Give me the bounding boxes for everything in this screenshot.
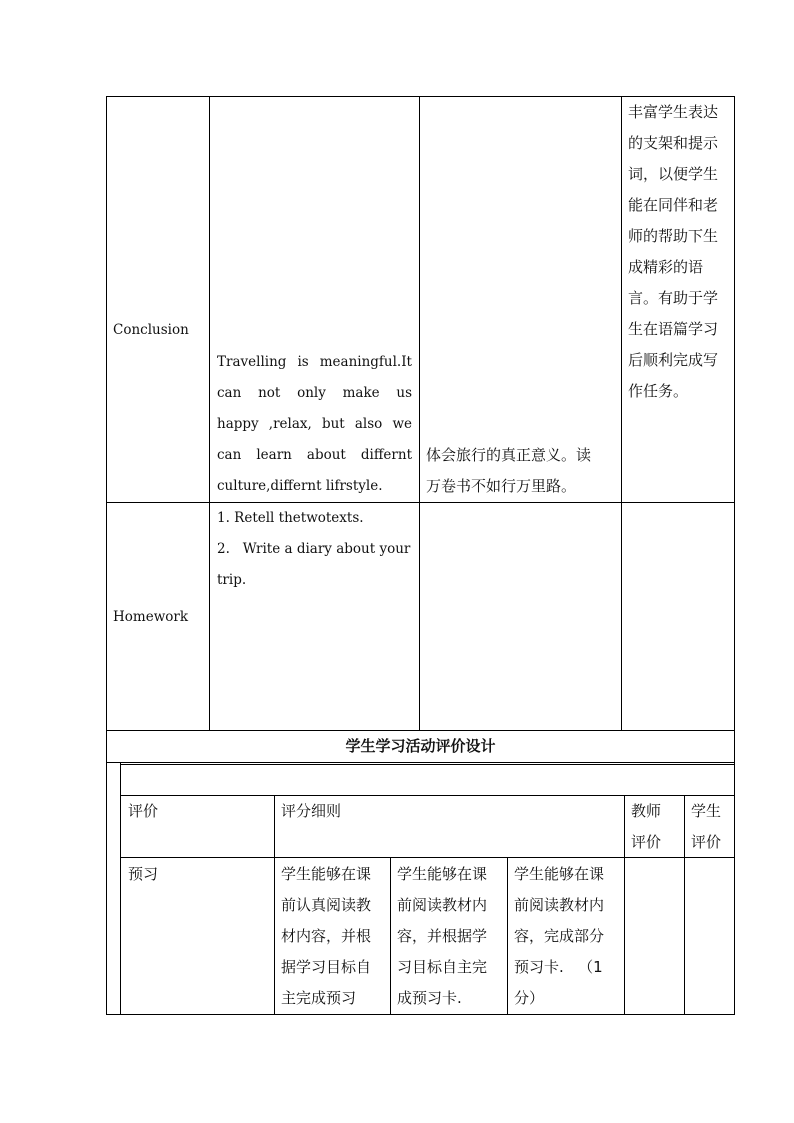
eval-col-header-eval: 评价	[128, 802, 159, 820]
conclusion-content-line: Travelling is meaningful.It	[217, 354, 412, 370]
eval-criteria-3-line: 学生能够在课	[514, 865, 605, 883]
conclusion-intent-line: 词，以便学生	[628, 165, 719, 183]
eval-col-header-student-line: 学生	[691, 802, 722, 820]
eval-col-divider-5	[684, 795, 685, 1015]
conclusion-intent-line: 作任务。	[628, 382, 689, 400]
homework-content	[217, 503, 413, 596]
eval-criteria-1-line: 前认真阅读教	[281, 896, 372, 914]
row-divider-title-eval	[106, 762, 735, 763]
conclusion-content-line: can not only make us	[217, 385, 412, 401]
col-divider-2	[419, 96, 420, 731]
eval-criteria-2-line: 容，并根据学	[397, 927, 488, 945]
conclusion-intent-line: 后顺利完成写	[628, 351, 719, 369]
eval-criteria-1	[281, 859, 387, 1014]
eval-col-divider-1	[274, 795, 275, 1015]
eval-criteria-3	[514, 859, 622, 1014]
conclusion-content-line: happy ,relax, but also we	[217, 416, 412, 432]
row-divider-conclusion-homework	[106, 502, 735, 503]
eval-criteria-3-line: 容，完成部分	[514, 927, 605, 945]
table-border-bottom	[106, 1014, 735, 1015]
eval-criteria-3-line: 前阅读教材内	[514, 896, 605, 914]
eval-col-divider-4	[624, 795, 625, 1015]
homework-item-1: 1. Retell thetwotexts.	[217, 510, 364, 526]
eval-col-header-student-line: 评价	[691, 833, 722, 851]
evaluation-title: 学生学习活动评价设计	[345, 737, 496, 755]
conclusion-content-line: culture,differnt lifrstyle.	[217, 478, 383, 494]
conclusion-activity-line: 万卷书不如行万里路。	[426, 477, 577, 495]
conclusion-intent-line: 的支架和提示	[628, 134, 719, 152]
conclusion-activity-line: 体会旅行的真正意义。读	[426, 446, 592, 464]
eval-criteria-2-line: 习目标自主完	[397, 958, 488, 976]
conclusion-intent-line: 师的帮助下生	[628, 227, 719, 245]
eval-inner-left	[120, 762, 121, 1015]
conclusion-intent-line: 能在同伴和老	[628, 196, 719, 214]
eval-criteria-1-line: 学生能够在课	[281, 865, 372, 883]
eval-criteria-3-line: 分）	[514, 989, 545, 1007]
eval-col-header-detail: 评分细则	[281, 802, 342, 820]
conclusion-intent-line: 言。有助于学	[628, 289, 719, 307]
eval-criteria-2-line: 前阅读教材内	[397, 896, 488, 914]
eval-col-header-teacher-line: 教师	[631, 802, 662, 820]
col-divider-1	[209, 96, 210, 731]
eval-criteria-3-line: 预习卡. （1	[514, 958, 603, 976]
conclusion-intent	[628, 97, 732, 407]
eval-col-header-teacher	[631, 796, 661, 858]
conclusion-intent-line: 丰富学生表达	[628, 103, 719, 121]
eval-criteria-1-line: 材内容，并根	[281, 927, 372, 945]
table-border-left	[106, 96, 107, 1015]
homework-label: Homework	[113, 609, 189, 625]
eval-col-divider-2	[390, 857, 391, 1015]
eval-col-header-teacher-line: 评价	[631, 833, 662, 851]
table-border-right	[734, 96, 735, 1015]
conclusion-activity	[426, 440, 616, 502]
eval-col-header-student	[691, 796, 721, 858]
conclusion-label: Conclusion	[113, 322, 189, 338]
eval-col-divider-3	[507, 857, 508, 1015]
conclusion-intent-line: 成精彩的语	[628, 258, 704, 276]
conclusion-content	[217, 347, 412, 502]
conclusion-intent-line: 生在语篇学习	[628, 320, 719, 338]
eval-criteria-2-line: 学生能够在课	[397, 865, 488, 883]
conclusion-content-line: can learn about differnt	[217, 447, 412, 463]
eval-row-label-preview: 预习	[128, 865, 159, 883]
eval-inner-top	[120, 764, 734, 765]
homework-item-2-cont: trip.	[217, 572, 247, 588]
eval-criteria-1-line: 据学习目标自	[281, 958, 372, 976]
eval-criteria-1-line: 主完成预习	[281, 989, 357, 1007]
homework-item-2: 2. Write a diary about your	[217, 541, 411, 557]
eval-criteria-2-line: 成预习卡.	[397, 989, 462, 1007]
col-divider-3	[621, 96, 622, 731]
eval-criteria-2	[397, 859, 503, 1014]
